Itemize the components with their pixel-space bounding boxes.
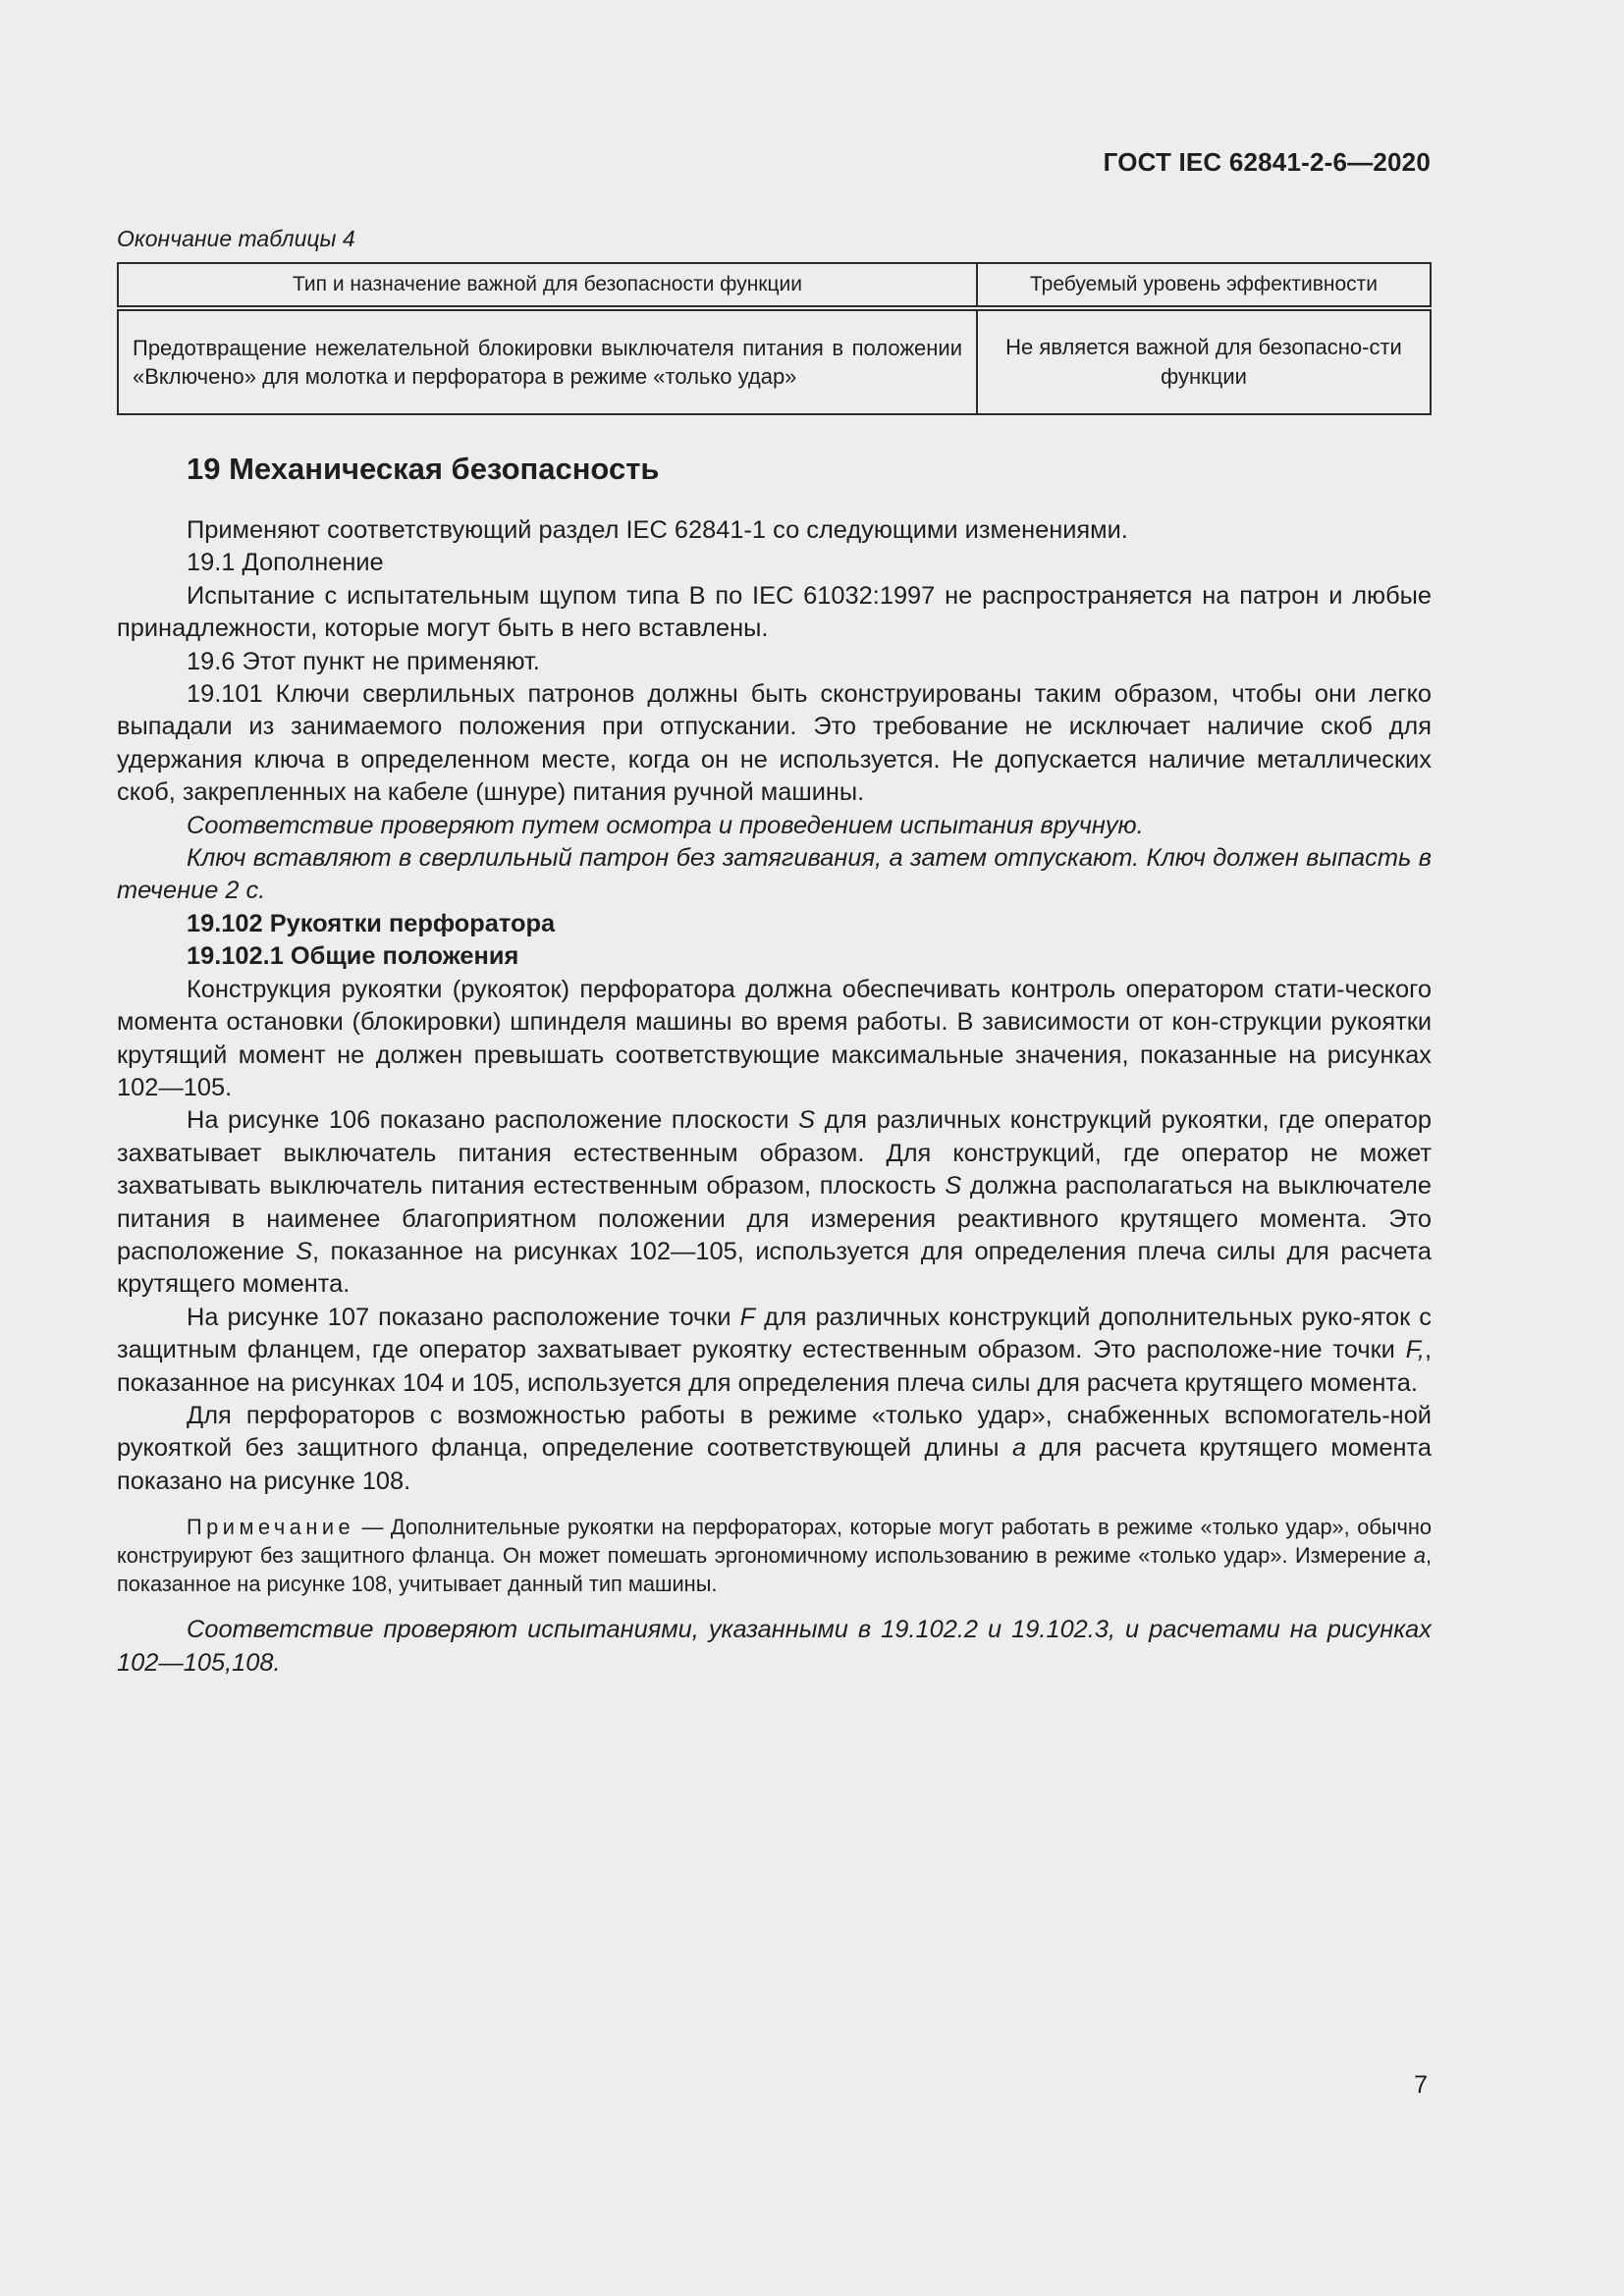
paragraph: Применяют соответствующий раздел IEC 62841-1 со следующими изменениями.: [187, 516, 1128, 544]
note-label: Примечание: [187, 1515, 355, 1540]
table-header-row: [118, 263, 1431, 308]
clause-19-1: 19.1 Дополнение: [187, 549, 384, 577]
symbol-s: S: [945, 1172, 962, 1201]
table-cell-level: Не является важной для безопасно-сти функции: [977, 308, 1431, 414]
symbol-s: S: [798, 1106, 816, 1135]
paragraph-length-a: [117, 1400, 1432, 1498]
compliance-check: Соответствие проверяют путем осмотра и проведением испытания вручную.: [187, 811, 1144, 839]
section-19: [117, 450, 1432, 1680]
clause-19-102-heading: 19.102 Рукоятки перфоратора: [187, 909, 556, 937]
symbol-s: S: [296, 1237, 312, 1265]
paragraph: Конструкция рукоятки (рукояток) перфоратора должна обеспечивать контроль оператором стати-ческого момента остановки (блокировки) шпинделя машины во время работы. В зависимости от кон-струкции рукоятки крутящий момент не должен превышать соответствующие максимальные значения, показанные на рисунках 102—105.: [117, 975, 1432, 1101]
clause-19-102-1-heading: 19.102.1 Общие положения: [187, 942, 519, 971]
symbol-a: а: [1413, 1543, 1426, 1569]
text-run: , показанное на рисунке 108, учитывает данный тип машины.: [117, 1543, 1432, 1597]
text-run: — Дополнительные рукоятки на перфораторах, которые могут работать в режиме «только удар», обычно конструируют без защитного фланца. Он может помешать эргономичному использованию в режиме «только удар». Измерение: [117, 1515, 1432, 1569]
paragraph-point-f: [117, 1302, 1432, 1400]
page-number: 7: [1414, 2071, 1428, 2099]
symbol-f: F,: [1405, 1336, 1425, 1364]
section-title: 19 Механическая безопасность: [187, 452, 660, 486]
text-run: Для перфораторов с возможностью работы в режиме «только удар», снабженных вспомогатель-ной рукояткой без защитного фланца, определение соответствующей длины: [117, 1401, 1432, 1463]
symbol-f: F: [739, 1303, 756, 1331]
table-4: [117, 262, 1432, 415]
text-run: для различных конструкций рукоятки, где оператор захватывает выключатель питания естественным образом. Для конструкций, где оператор не может захватывать выключатель питания естественным образом, плоскость: [117, 1106, 1432, 1201]
clause-19-101: 19.101 Ключи сверлильных патронов должны быть сконструированы таким образом, чтобы они легко выпадали из занимаемого положения при отпускании. Это требование не исключает наличие скоб для удержания ключа в определенном месте, когда он не используется. Не допускается наличие металлических скоб, закрепленных на кабеле (шнуре) питания ручной машины.: [117, 680, 1432, 807]
text-run: для различных конструкций дополнительных руко-яток с защитным фланцем, где оператор захватывает рукоятку естественным образом. Это расположе-ние точки: [117, 1303, 1433, 1364]
table-header-function: Тип и назначение важной для безопасности функции: [118, 263, 977, 308]
table-cell-function: Предотвращение нежелательной блокировки выключателя питания в положении «Включено» для молотка и перфоратора в режиме «только удар»: [118, 308, 977, 414]
paragraph: Испытание с испытательным щупом типа В по IEC 61032:1997 не распространяется на патрон и любые принадлежности, которые могут быть в него вставлены.: [117, 581, 1432, 643]
paragraph-plane-s: [117, 1104, 1432, 1301]
clause-19-6: 19.6 Этот пункт не применяют.: [187, 647, 540, 675]
test-procedure: Ключ вставляют в сверлильный патрон без затягивания, а затем отпускают. Ключ должен выпасть в течение 2 с.: [117, 844, 1432, 905]
table-header-level: Требуемый уровень эффективности: [977, 263, 1431, 308]
symbol-a: а: [1011, 1434, 1027, 1463]
text-run: для расчета крутящего момента показано на рисунке 108.: [117, 1434, 1432, 1495]
text-run: должна располагаться на выключателе питания в наименее благоприятном положении для измерения реактивного крутящего момента. Это расположение: [117, 1172, 1432, 1265]
text-run: , показанное на рисунках 102—105, используется для определения плеча силы для расчета крутящего момента.: [117, 1237, 1432, 1299]
text-run: На рисунке 106 показано расположение плоскости: [187, 1106, 799, 1135]
text-run: , показанное на рисунках 104 и 105, используется для определения плеча силы для расчета крутящего момента.: [117, 1336, 1432, 1397]
standard-code: ГОСТ IEC 62841-2-6—2020: [1103, 147, 1431, 177]
table-row: [118, 308, 1431, 414]
note: [117, 1513, 1432, 1598]
compliance-check: Соответствие проверяют испытаниями, указанными в 19.102.2 и 19.102.3, и расчетами на рисунках 102—105,108.: [117, 1616, 1432, 1677]
table-caption: Окончание таблицы 4: [117, 226, 355, 251]
text-run: На рисунке 107 показано расположение точки: [187, 1303, 740, 1331]
